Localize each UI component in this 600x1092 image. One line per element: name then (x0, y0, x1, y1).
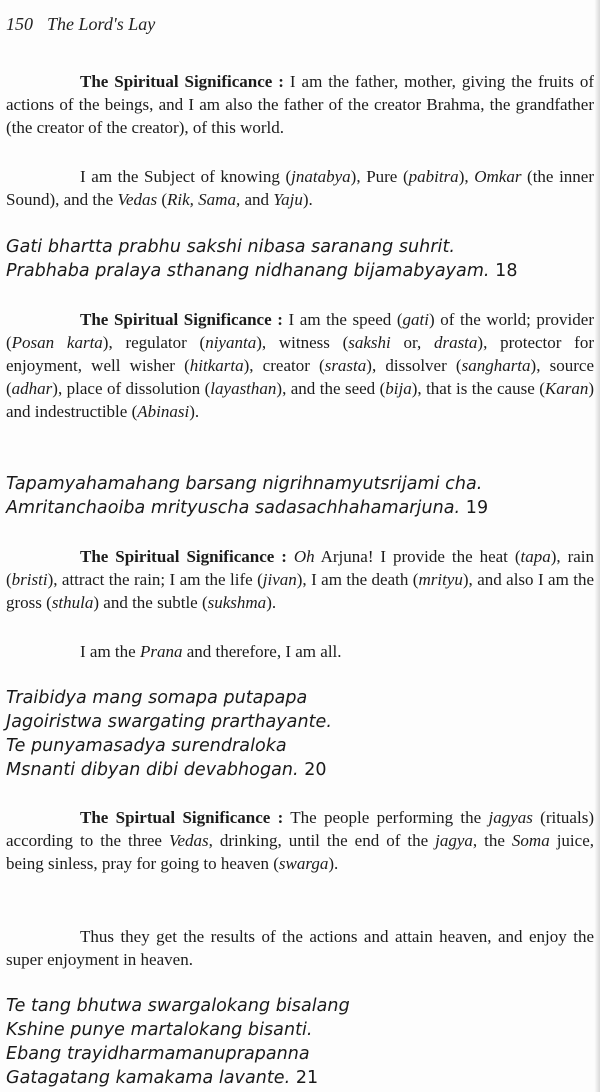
verse-line: Gati bhartta prabhu sakshi nibasa saranang suhrit. (6, 237, 455, 257)
verse-21 (6, 994, 596, 1090)
book-title: The Lord's Lay (47, 14, 156, 34)
page-number: 150 (6, 14, 33, 34)
verse-line: Kshine punye martalokang bisanti. (6, 1020, 313, 1040)
verse-line: Traibidya mang somapa putapapa (6, 688, 308, 708)
commentary-paragraph-4: The Spiritual Significance : Oh Arjuna! I provide the heat (tapa), rain (bristi), attract the rain; I am the life (jivan), I am the death (mrityu), and also I am the gross (sthula) and the subtle (sukshma). (6, 547, 595, 612)
verse-18 (6, 235, 596, 283)
verse-line: Ebang trayidharmamanuprapanna (6, 1044, 310, 1064)
commentary-paragraph-3: The Spiritual Significance : I am the speed (gati) of the world; provider (Posan karta), regulator (niyanta), witness (sakshi or, drasta), protector for enjoyment, well wisher (hitkarta), creator (srasta), dissolver (sangharta), source (adhar), place of dissolution (layasthan), and the seed (bija), that is the cause (Karan) and indestructible (Abinasi). (6, 310, 595, 421)
commentary-paragraph-1 (6, 70, 594, 139)
significance-label: The Spiritual Significance : (80, 72, 284, 91)
verse-19 (6, 472, 596, 520)
verse-number: 19 (465, 498, 489, 518)
verse-line: Msnanti dibyan dibi devabhogan. (6, 760, 299, 780)
verse-line: Te tang bhutwa swargalokang bisalang (6, 996, 350, 1016)
verse-number: 20 (304, 760, 327, 780)
verse-line: Amritanchaoiba mrityuscha sadasachhahamarjuna. (6, 498, 461, 518)
significance-label: The Spiritual Significance : (80, 310, 283, 329)
verse-number: 18 (495, 261, 518, 281)
page-edge-shadow (594, 0, 600, 1092)
commentary-paragraph-6: The Spirtual Significance : The people performing the jagyas (rituals) according to the three Vedas, drinking, until the end of the jagya, the Soma juice, being sinless, pray for going to heaven (swarga). (6, 808, 594, 873)
verse-line: Tapamyahamahang barsang nigrihnamyutsrijami cha. (6, 474, 483, 494)
verse-line: Prabhaba pralaya sthanang nidhanang bijamabyayam. (6, 261, 490, 281)
verse-number: 21 (295, 1068, 319, 1088)
significance-label: The Spiritual Significance : (80, 547, 287, 566)
verse-20 (6, 686, 596, 782)
commentary-paragraph-2: I am the Subject of knowing (jnatabya), Pure (pabitra), Omkar (the inner Sound), and the Vedas (Rik, Sama, and Yaju). (6, 167, 595, 209)
significance-label: The Spirtual Significance : (80, 808, 284, 827)
commentary-paragraph-5: I am the Prana and therefore, I am all. (80, 642, 342, 661)
commentary-paragraph-7 (6, 925, 594, 971)
paragraph-text: I am the father, mother, giving the fruits of actions of the beings, and I am also the father of the creator Brahma, the grandfather (the creator of the creator), of this world. (6, 72, 594, 137)
running-header (6, 14, 155, 35)
verse-line: Jagoiristwa swargating prarthayante. (6, 712, 332, 732)
paragraph-text: Thus they get the results of the actions and attain heaven, and enjoy the super enjoyment in heaven. (6, 927, 594, 969)
verse-line: Gatagatang kamakama lavante. (6, 1068, 291, 1088)
verse-line: Te punyamasadya surendraloka (6, 736, 287, 756)
